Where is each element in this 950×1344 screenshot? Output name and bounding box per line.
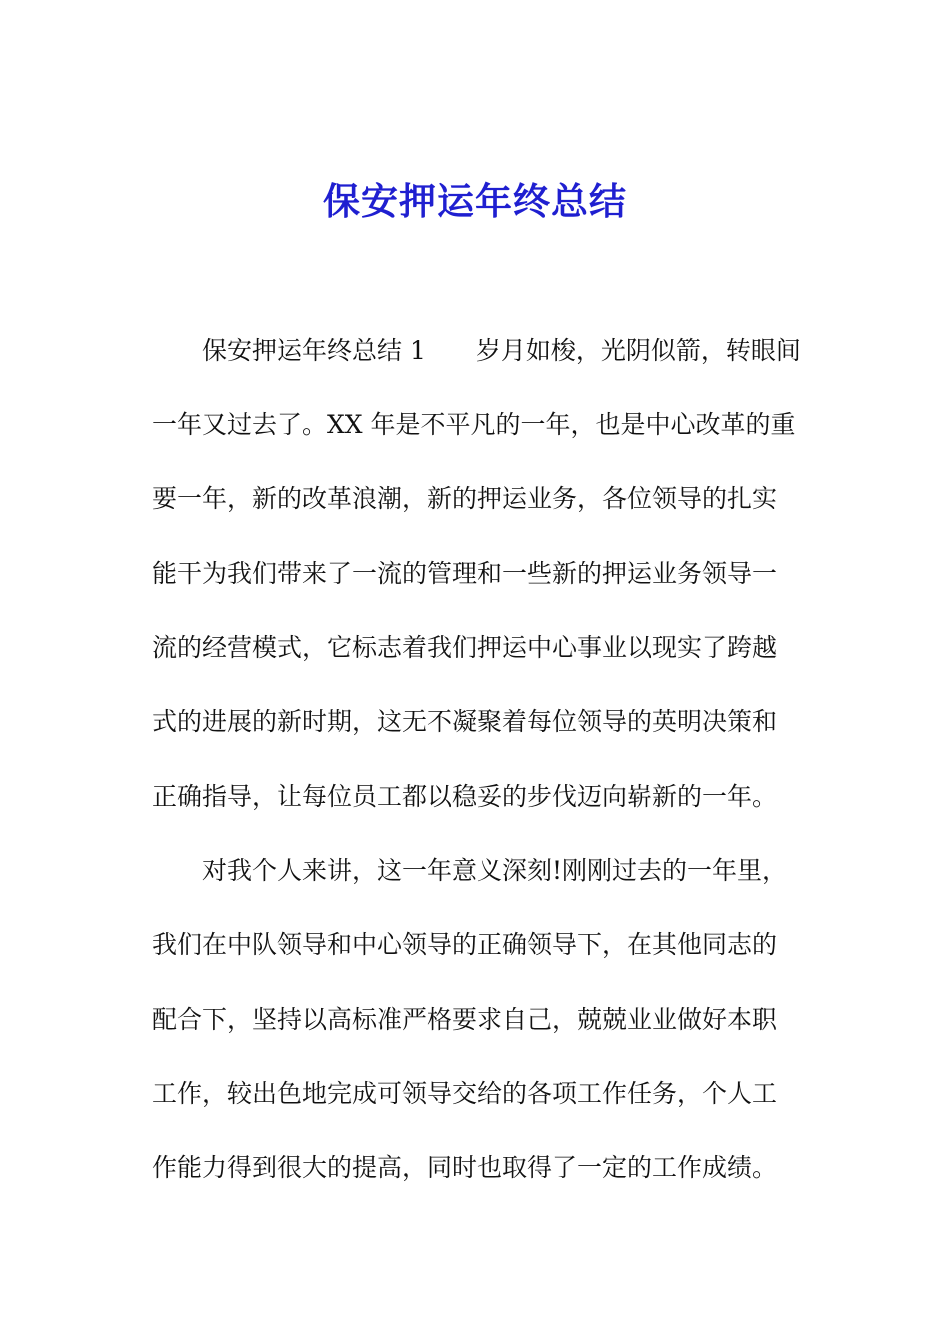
paragraph-2-line-4: 工作，较出色地完成可领导交给的各项工作任务，个人工 <box>152 1079 778 1108</box>
paragraph-1-line-3: 要一年，新的改革浪潮，新的押运业务，各位领导的扎实 <box>152 484 778 513</box>
paragraph-2-line-2: 我们在中队领导和中心领导的正确领导下，在其他同志的 <box>152 930 778 959</box>
paragraph-1-line-4: 能干为我们带来了一流的管理和一些新的押运业务领导一 <box>152 559 778 588</box>
document-title: 保安押运年终总结 <box>323 179 627 223</box>
paragraph-2-line-1: 对我个人来讲，这一年意义深刻!刚刚过去的一年里， <box>202 856 788 885</box>
paragraph-2-line-3: 配合下，坚持以高标准严格要求自己，兢兢业业做好本职 <box>152 1005 778 1034</box>
paragraph-1-line-6: 式的进展的新时期，这无不凝聚着每位领导的英明决策和 <box>152 707 778 736</box>
paragraph-2-line-5: 作能力得到很大的提高，同时也取得了一定的工作成绩。 <box>152 1153 778 1182</box>
paragraph-1-line-2: 一年又过去了。XX 年是不平凡的一年，也是中心改革的重 <box>152 410 796 439</box>
paragraph-1-line-7: 正确指导，让每位员工都以稳妥的步伐迈向崭新的一年。 <box>152 782 778 811</box>
paragraph-1-line-1: 保安押运年终总结 1 岁月如梭，光阴似箭，转眼间 <box>202 336 801 365</box>
paragraph-1-line-5: 流的经营模式，它标志着我们押运中心事业以现实了跨越 <box>152 633 778 662</box>
